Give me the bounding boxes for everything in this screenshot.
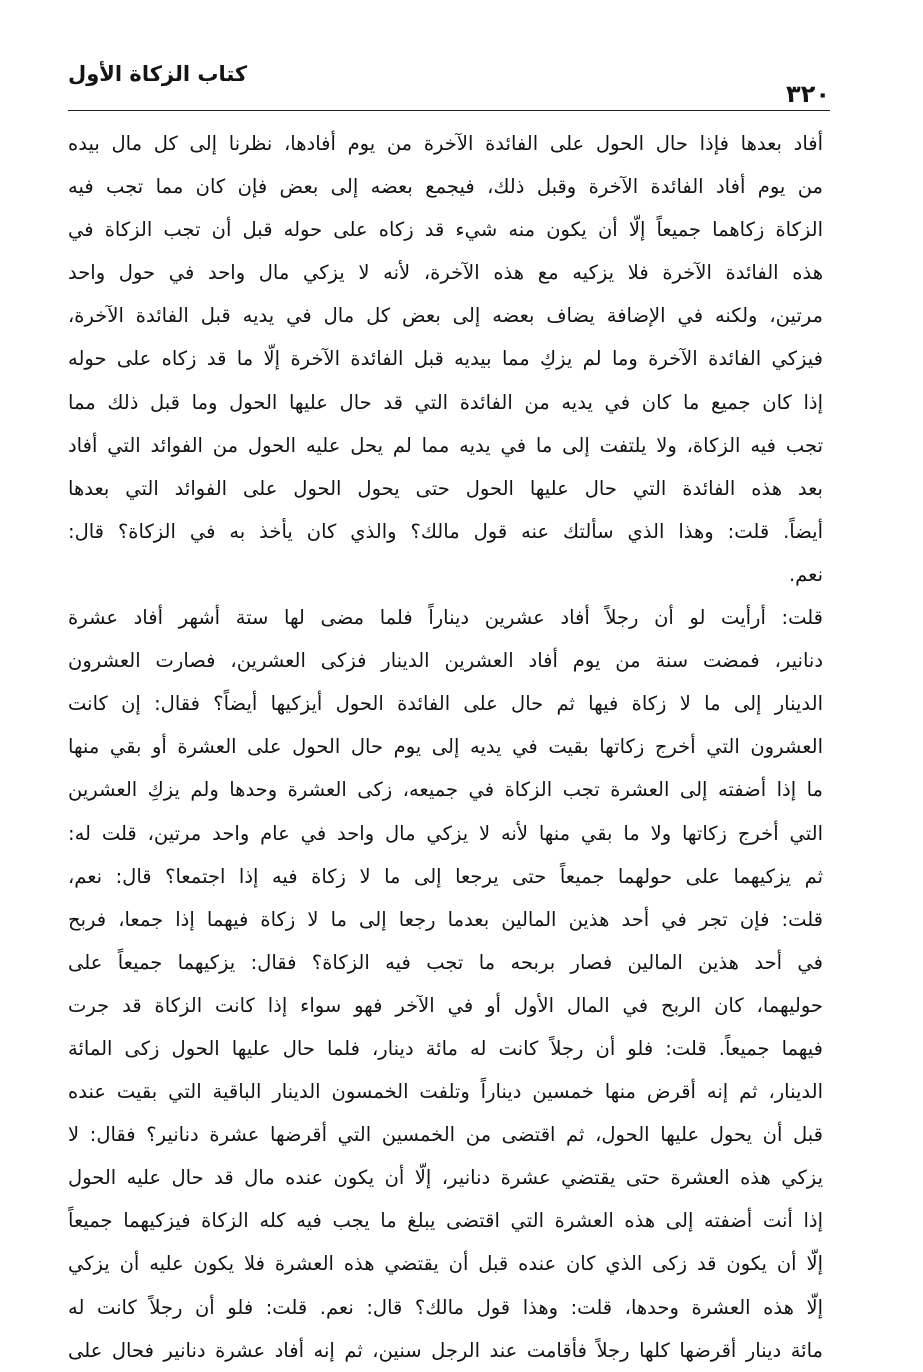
- page-header: [68, 60, 830, 108]
- page-number: ٣٢٠: [786, 80, 830, 108]
- text-line: بعد هذه الفائدة التي حال عليها الحول حتى يحول الحول على الفوائد التي بعدها: [68, 476, 823, 500]
- running-title: كتاب الزكاة الأول: [68, 62, 248, 86]
- text-line: ثم يزكيهما على حولهما جميعاً حتى يرجعا إلى ما لا زكاة فيه إذا اجتمعا؟ قال: نعم،: [68, 864, 823, 888]
- text-line: قلت: فإن تجر في أحد هذين المالين بعدما رجعا إلى ما لا زكاة فيهما إذا جمعا، فربح: [68, 907, 823, 931]
- text-line: في أحد هذين المالين فصار بربحه ما تجب فيه الزكاة؟ فقال: يزكيهما جميعاً على: [68, 950, 823, 974]
- text-line: مرتين، ولكنه في الإضافة يضاف بعضه إلى بعض كل مال في يديه قبل الفائدة الآخرة،: [68, 304, 823, 328]
- text-line: هذه الفائدة الآخرة فلا يزكيه مع هذه الآخرة، لأنه لا يزكي مال واحد في حول واحد: [68, 261, 823, 285]
- text-line: الدينار إلى ما لا زكاة فيها ثم حال على الفائدة الحول أيزكيها أيضاً؟ فقال: إن كانت: [68, 692, 823, 716]
- text-line: إذا أنت أضفته إلى هذه العشرة التي اقتضى يبلغ ما يجب فيه كله الزكاة فيزكيهما جميعاً: [68, 1209, 823, 1233]
- text-line: العشرون التي أخرج زكاتها بقيت في يديه إلى يوم حال الحول على العشرة أو بقي منها: [68, 735, 823, 759]
- text-line: الدينار، ثم إنه أقرض منها خمسين ديناراً وتلفت الخمسون الدينار الباقية التي بقيت عنده: [68, 1080, 823, 1104]
- text-line: الزكاة زكاهما جميعاً إلّا أن يكون منه شيء قد زكاه على حوله قبل أن تجب الزكاة في: [68, 218, 823, 242]
- text-line: دنانير، فمضت سنة من يوم أفاد العشرين الدينار فزكى العشرين، فصارت العشرون: [68, 649, 823, 673]
- text-line: من يوم أفاد الفائدة الآخرة وقبل ذلك، فيجمع بعضه إلى بعض فإن كان مما تجب فيه: [68, 175, 823, 199]
- text-line: أيضاً. قلت: وهذا الذي سألتك عنه قول مالك؟ والذي كان يأخذ به في الزكاة؟ قال:: [68, 519, 823, 543]
- text-line: قبل أن يحول عليها الحول، ثم اقتضى من الخمسين التي أقرضها عشرة دنانير؟ فقال: لا: [68, 1123, 823, 1147]
- text-line: إذا كان جميع ما كان في يديه من الفائدة التي قد حال عليها الحول وما قبل ذلك مما: [68, 390, 823, 414]
- body-text: [68, 122, 823, 1372]
- text-line: إلّا هذه العشرة وحدها، قلت: وهذا قول مالك؟ قال: نعم. قلت: فلو أن رجلاً كانت له: [68, 1295, 823, 1319]
- text-line: التي أخرج زكاتها ولا ما بقي منها لأنه لا يزكي مال واحد في عام واحد مرتين، قلت له:: [68, 821, 823, 845]
- text-line: فيهما جميعاً. قلت: فلو أن رجلاً كانت له مائة دينار، فلما حال عليها الحول زكى المائة: [68, 1036, 823, 1060]
- header-divider: [68, 110, 830, 111]
- text-line: إلّا أن يكون قد زكى الذي كان عنده قبل أن يقتضي هذه العشرة فلا يكون عليه أن يزكي: [68, 1252, 823, 1276]
- text-line: يزكي هذه العشرة حتى يقتضي عشرة دنانير، إلّا أن يكون عنده مال قد حال عليه الحول: [68, 1166, 823, 1190]
- text-line: أفاد بعدها فإذا حال الحول على الفائدة الآخرة من يوم أفادها، نظرنا إلى كل مال بيده: [68, 132, 823, 155]
- text-line: حوليهما، كان الربح في المال الأول أو في الآخر فهو سواء إذا كانت الزكاة قد جرت: [68, 993, 823, 1017]
- text-line: قلت: أرأيت لو أن رجلاً أفاد عشرين ديناراً فلما مضى لها ستة أشهر أفاد عشرة: [68, 606, 823, 630]
- text-line: فيزكي الفائدة الآخرة وما لم يزكِ مما بيديه قبل الفائدة الآخرة إلّا ما قد زكاه على حوله: [68, 347, 823, 371]
- text-line: ما إذا أضفته إلى العشرة تجب الزكاة في جميعه، زكى العشرة وحدها ولم يزكِ العشرين: [68, 778, 823, 802]
- text-line: تجب فيه الزكاة، ولا يلتفت إلى ما في يديه مما لم يحل عليه الحول من الفوائد التي أفاد: [68, 433, 823, 457]
- text-line: نعم.: [788, 562, 823, 586]
- text-line: مائة دينار أقرضها كلها رجلاً فأقامت عند الرجل سنين، ثم إنه أفاد عشرة دنانير فحال على: [68, 1338, 823, 1362]
